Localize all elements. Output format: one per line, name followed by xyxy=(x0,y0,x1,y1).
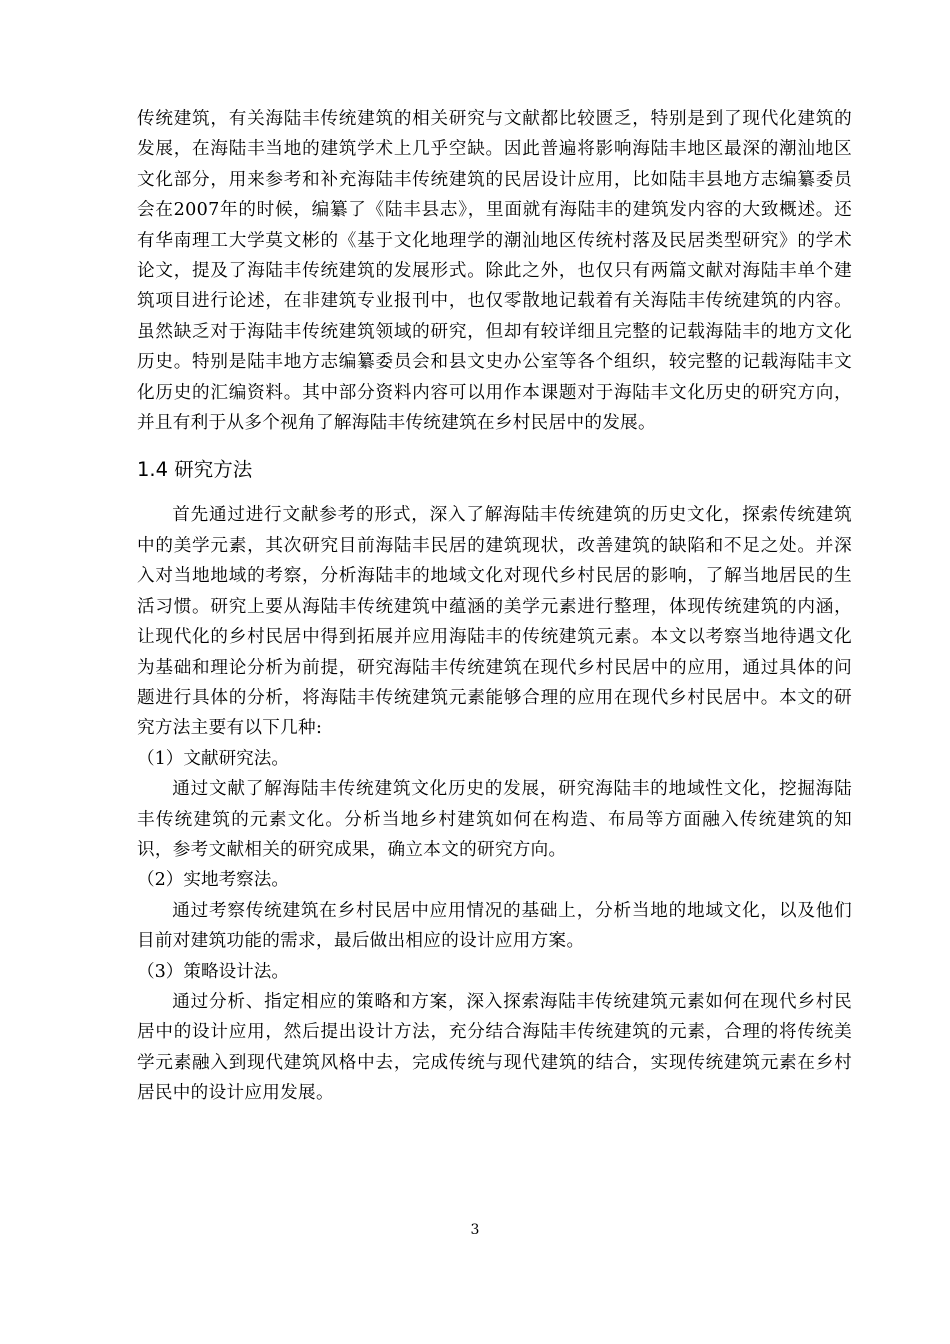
methods-overview-paragraph: 首先通过进行文献参考的形式，深入了解海陆丰传统建筑的历史文化，探索传统建筑中的美学元素，其次研究目前海陆丰民居的建筑现状，改善建筑的缺陷和不足之处。并深入对当地地域的考察，分析海陆丰的地域文化对现代乡村民居的影响，了解当地居民的生活习惯。研究上要从海陆丰传统建筑中蕴涵的美学元素进行整理，体现传统建筑的内涵，让现代化的乡村民居中得到拓展并应用海陆丰的传统建筑元素。本文以考察当地待遇文化为基础和理论分析为前提，研究海陆丰传统建筑在现代乡村民居中的应用，通过具体的问题进行具体的分析，将海陆丰传统建筑元素能够合理的应用在现代乡村民居中。本文的研究方法主要有以下几种: xyxy=(137,505,852,739)
method-2-text: 通过考察传统建筑在乡村民居中应用情况的基础上，分析当地的地域文化，以及他们目前对建筑功能的需求，最后做出相应的设计应用方案。 xyxy=(137,900,852,952)
intro-paragraph: 传统建筑，有关海陆丰传统建筑的相关研究与文献都比较匮乏，特别是到了现代化建筑的发展，在海陆丰当地的建筑学术上几乎空缺。因此普遍将影响海陆丰地区最深的潮汕地区文化部分，用来参考和补充海陆丰传统建筑的民居设计应用，比如陆丰县地方志编纂委员会在2007年的时候，编纂了《陆丰县志》，里面就有海陆丰的建筑发内容的大致概述。还有华南理工大学莫文彬的《基于文化地理学的潮汕地区传统村落及民居类型研究》的学术论文，提及了海陆丰传统建筑的发展形式。除此之外，也仅只有两篇文献对海陆丰单个建筑项目进行论述，在非建筑专业报刊中，也仅零散地记载着有关海陆丰传统建筑的内容。虽然缺乏对于海陆丰传统建筑领域的研究，但却有较详细且完整的记载海陆丰的地方文化历史。特别是陆丰地方志编纂委员会和县文史办公室等各个组织，较完整的记载海陆丰文化历史的汇编资料。其中部分资料内容可以用作本课题对于海陆丰文化历史的研究方向，并且有利于从多个视角了解海陆丰传统建筑在乡村民居中的发展。 xyxy=(137,109,852,434)
method-1-title: （1）文献研究法。 xyxy=(137,748,289,769)
page-content xyxy=(137,104,852,1109)
page-number: 3 xyxy=(470,1222,480,1238)
section-heading: 1.4 研究方法 xyxy=(137,458,253,482)
method-1-text: 通过文献了解海陆丰传统建筑文化历史的发展，研究海陆丰的地域性文化，挖掘海陆丰传统建筑的元素文化。分析当地乡村建筑如何在构造、布局等方面融入传统建筑的知识，参考文献相关的研究成果，确立本文的研究方向。 xyxy=(137,779,852,860)
method-3-text: 通过分析、指定相应的策略和方案，深入探索海陆丰传统建筑元素如何在现代乡村民居中的设计应用，然后提出设计方法，充分结合海陆丰传统建筑的元素，合理的将传统美学元素融入到现代建筑风格中去，完成传统与现代建筑的结合，实现传统建筑元素在乡村居民中的设计应用发展。 xyxy=(137,991,852,1104)
method-3-title: （3）策略设计法。 xyxy=(137,961,289,982)
method-2-title: （2）实地考察法。 xyxy=(137,870,289,891)
